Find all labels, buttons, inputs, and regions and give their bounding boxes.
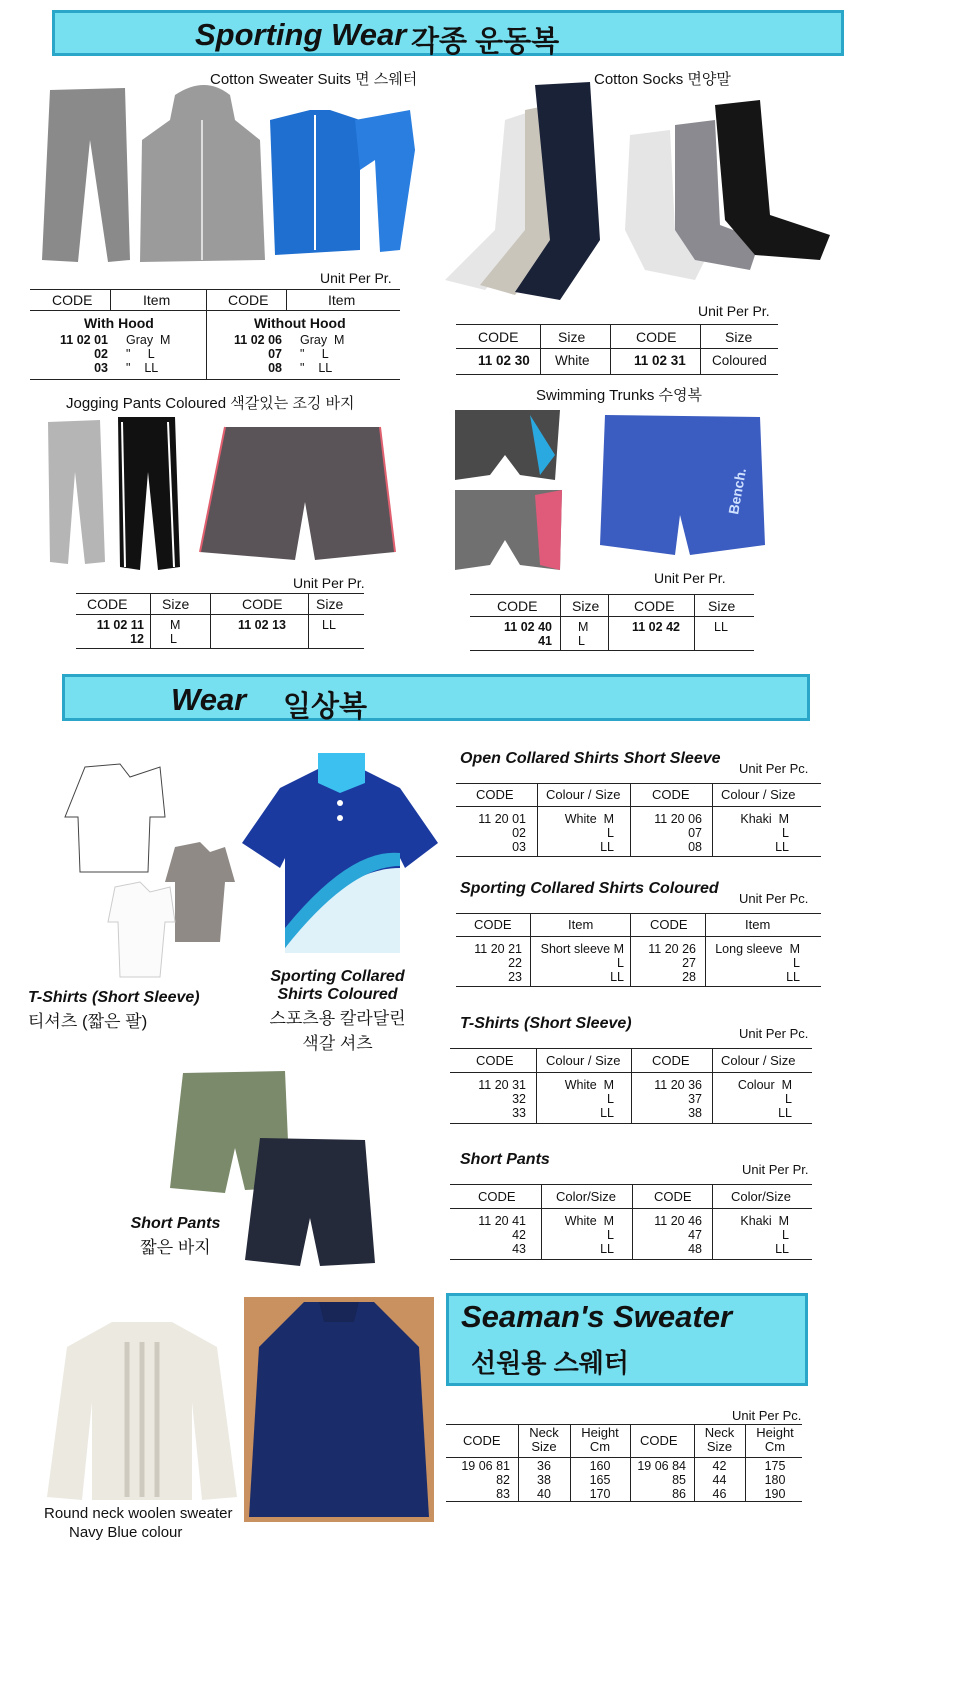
tee-codes1: 11 20 31 32 33 — [478, 1078, 526, 1120]
tee-h2: Colour / Size — [546, 1053, 621, 1068]
swim-sizes1: M L — [578, 620, 589, 648]
socks-size1: White — [555, 353, 590, 368]
sporting-collared-title: Sporting Collared Shirts Coloured — [460, 880, 719, 897]
tshirts-photo — [60, 762, 245, 982]
tshirt-label-ko: 티셔츠 (짧은 팔) — [28, 1012, 148, 1031]
open-h4: Colour / Size — [721, 787, 796, 802]
seaman-h-height1: Height Cm — [581, 1425, 619, 1454]
tshirts-title: T-Shirts (Short Sleeve) — [460, 1015, 632, 1032]
sport-codes2: 11 20 26 27 28 — [648, 942, 696, 984]
polo-label-en2: Shirts Coloured — [277, 986, 398, 1003]
open-collared-unit: Unit Per Pc. — [739, 761, 809, 776]
with-hood-label: With Hood — [84, 315, 154, 331]
socks-code2: 11 02 31 — [634, 353, 686, 368]
wear-title-ko: 일상복 — [283, 691, 368, 723]
sweater-codes2: 11 02 06 07 08 — [234, 333, 282, 375]
shorts-codes2: 11 20 46 47 48 — [654, 1214, 702, 1256]
short-pants-unit: Unit Per Pr. — [742, 1162, 809, 1177]
socks-photo — [425, 80, 835, 305]
sweater-caption-2: Navy Blue colour — [69, 1524, 183, 1541]
socks-code1: 11 02 30 — [478, 353, 530, 368]
sweater-caption-1: Round neck woolen sweater — [44, 1505, 233, 1522]
swim-h-code2: CODE — [634, 598, 675, 614]
sweater-h-code1: CODE — [52, 292, 93, 308]
jogging-unit: Unit Per Pr. — [293, 575, 365, 591]
open-collared-title: Open Collared Shirts Short Sleeve — [460, 750, 721, 767]
tee-v1: White M L LL — [564, 1078, 614, 1120]
shorts-h1: CODE — [478, 1189, 516, 1204]
sport-h3: CODE — [650, 917, 688, 932]
sweater-h-item2: Item — [328, 292, 356, 308]
swim-h-code1: CODE — [497, 598, 538, 614]
seaman-sweater-title-ko: 선원용 스웨터 — [471, 1348, 629, 1378]
tshirt-label — [28, 989, 218, 1032]
tee-h4: Colour / Size — [721, 1053, 796, 1068]
open-h2: Colour / Size — [546, 787, 621, 802]
tee-h3: CODE — [652, 1053, 690, 1068]
swim-caption: Swimming Trunks 수영복 — [536, 387, 702, 404]
swim-codes2: 11 02 42 — [632, 620, 680, 634]
tee-codes2: 11 20 36 37 38 — [654, 1078, 702, 1120]
white-sweater-photo — [42, 1312, 242, 1504]
seaman-unit: Unit Per Pc. — [732, 1408, 802, 1423]
sweater-codes1: 11 02 01 02 03 — [60, 333, 108, 375]
seaman-h-height2: Height Cm — [756, 1425, 794, 1454]
sweater-suits-photo — [30, 80, 420, 275]
open-codes1: 11 20 01 02 03 — [478, 812, 526, 854]
open-v2: Khaki M L LL — [740, 812, 789, 854]
sweater-h-code2: CODE — [228, 292, 269, 308]
without-hood-label: Without Hood — [254, 315, 346, 331]
sweater-unit: Unit Per Pr. — [320, 270, 392, 286]
socks-h-size1: Size — [558, 329, 586, 345]
seaman-neck1: 36 38 40 — [537, 1459, 551, 1501]
wear-title: Wear — [171, 682, 247, 717]
seaman-h-neck1: Neck Size — [529, 1425, 559, 1454]
sweater-h-item1: Item — [143, 292, 171, 308]
polo-label-ko1: 스포츠용 칼라달린 — [269, 1009, 406, 1028]
sport-v1: Short sleeve M L LL — [540, 942, 624, 984]
shorts-h4: Color/Size — [731, 1189, 791, 1204]
seaman-sweater-title: Seaman's Sweater — [461, 1299, 733, 1334]
socks-h-code1: CODE — [478, 329, 519, 345]
sporting-wear-title: Sporting Wear — [195, 17, 407, 52]
shorts-label-ko: 짧은 바지 — [140, 1238, 211, 1257]
jogging-codes1: 11 02 11 12 — [96, 618, 144, 646]
tee-h1: CODE — [476, 1053, 514, 1068]
navy-sweater-photo — [244, 1297, 434, 1522]
swim-codes1: 11 02 40 41 — [504, 620, 552, 648]
jogging-codes2: 11 02 13 — [238, 618, 286, 632]
short-pants-title: Short Pants — [460, 1151, 550, 1168]
shorts-v1: White M L LL — [564, 1214, 614, 1256]
sport-codes1: 11 20 21 22 23 — [474, 942, 522, 984]
polo-label — [240, 968, 435, 1054]
seaman-h-code2: CODE — [640, 1433, 678, 1448]
socks-unit: Unit Per Pr. — [698, 303, 770, 319]
jogging-h-code1: CODE — [87, 596, 128, 612]
sporting-wear-banner — [52, 10, 844, 56]
jogging-h-size2: Size — [316, 596, 344, 612]
sweater-suits-caption: Cotton Sweater Suits 면 스웨터 — [210, 71, 418, 88]
swim-h-size2: Size — [708, 598, 736, 614]
sweater-items2: Gray M " L " LL — [300, 333, 345, 375]
sweater-items1: Gray M " L " LL — [126, 333, 171, 375]
seaman-codes2: 19 06 84 85 86 — [637, 1459, 686, 1501]
shorts-codes1: 11 20 41 42 43 — [478, 1214, 526, 1256]
seaman-height1: 160 165 170 — [589, 1459, 611, 1501]
open-h3: CODE — [652, 787, 690, 802]
swim-h-size1: Size — [572, 598, 600, 614]
seaman-codes1: 19 06 81 82 83 — [461, 1459, 510, 1501]
socks-h-size2: Size — [725, 329, 753, 345]
jogging-h-code2: CODE — [242, 596, 283, 612]
sport-h2: Item — [568, 917, 594, 932]
open-h1: CODE — [476, 787, 514, 802]
shorts-v2: Khaki M L LL — [740, 1214, 789, 1256]
seaman-sweater-banner — [446, 1293, 808, 1386]
socks-caption: Cotton Socks 면양말 — [594, 71, 731, 88]
tee-v2: Colour M L LL — [737, 1078, 792, 1120]
wear-banner — [62, 674, 810, 721]
polo-label-en1: Sporting Collared — [270, 968, 405, 985]
sport-h1: CODE — [474, 917, 512, 932]
seaman-neck2: 42 44 46 — [712, 1459, 727, 1501]
shorts-h2: Color/Size — [556, 1189, 616, 1204]
shorts-label-en: Short Pants — [130, 1215, 221, 1232]
swim-sizes2: LL — [714, 620, 728, 634]
seaman-h-neck2: Neck Size — [704, 1425, 735, 1454]
open-v1: White M L LL — [564, 812, 614, 854]
jogging-photo — [40, 412, 400, 577]
swim-brand-text: Bench. — [725, 466, 750, 516]
polo-shirt-photo — [240, 748, 440, 958]
socks-h-code2: CODE — [636, 329, 677, 345]
jogging-h-size1: Size — [162, 596, 190, 612]
tshirt-label-en: T-Shirts (Short Sleeve) — [28, 989, 200, 1006]
swim-photo — [450, 405, 770, 575]
sporting-collared-unit: Unit Per Pc. — [739, 891, 809, 906]
jogging-sizes1: M L — [170, 618, 181, 646]
swim-unit: Unit Per Pr. — [654, 570, 726, 586]
shorts-label — [118, 1215, 233, 1258]
tshirts-unit: Unit Per Pc. — [739, 1026, 809, 1041]
jogging-caption: Jogging Pants Coloured 색갈있는 조깅 바지 — [66, 395, 355, 412]
sport-v2: Long sleeve M L LL — [715, 942, 800, 984]
shorts-h3: CODE — [654, 1189, 692, 1204]
seaman-height2: 175 180 190 — [764, 1459, 786, 1501]
jogging-sizes2: LL — [322, 618, 336, 632]
polo-label-ko2: 색갈 셔츠 — [302, 1034, 373, 1053]
sporting-wear-title-ko: 각종 운동복 — [411, 26, 560, 58]
seaman-h-code1: CODE — [463, 1433, 501, 1448]
open-codes2: 11 20 06 07 08 — [654, 812, 702, 854]
sport-h4: Item — [745, 917, 771, 932]
socks-size2: Coloured — [712, 353, 767, 368]
